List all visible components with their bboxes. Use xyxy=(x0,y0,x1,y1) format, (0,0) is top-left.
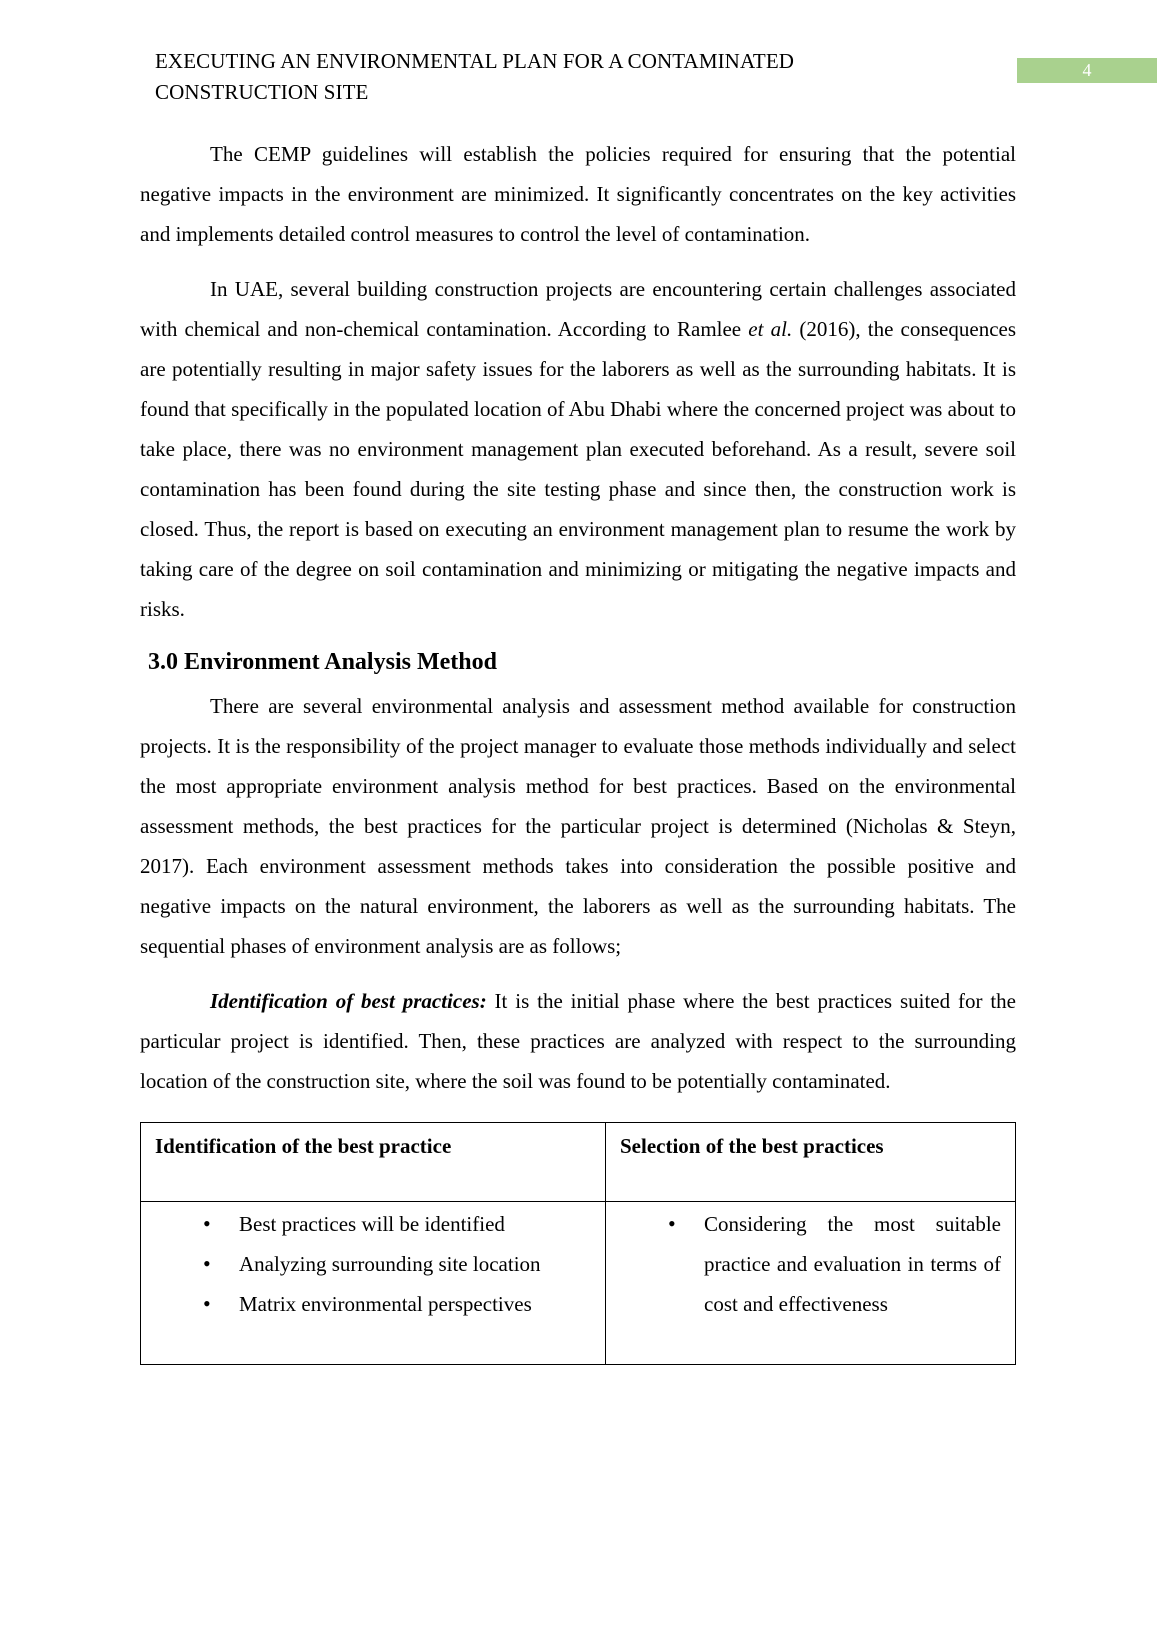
paragraph-identification-text: It is the initial phase where the best practices suited for the particular project is identified. Then, these practices are analyzed with respect to the surrounding location of the construction site, where the soil was found to be potentially contaminated. xyxy=(140,989,1016,1093)
paragraph-uae xyxy=(140,269,1016,629)
paragraph-cemp: The CEMP guidelines will establish the policies required for ensuring that the potential negative impacts in the environment are minimized. It significantly concentrates on the key activities and implements detailed control measures to control the level of contamination. xyxy=(140,142,1016,246)
paragraph-lead-term: Identification of best practices: xyxy=(210,989,487,1013)
selection-list xyxy=(620,1204,1001,1324)
table-header-row xyxy=(141,1123,1016,1202)
running-header-title: EXECUTING AN ENVIRONMENTAL PLAN FOR A CONTAMINATED CONSTRUCTION SITE xyxy=(155,49,795,104)
table-header-selection: Selection of the best practices xyxy=(606,1123,1016,1202)
section-heading: 3.0 Environment Analysis Method xyxy=(148,649,497,675)
paragraph-uae-text-1: In UAE, several building construction projects are encountering certain challenges associated with chemical and non-chemical contamination. According to Ramlee xyxy=(140,277,1016,341)
table-cell-selection xyxy=(606,1202,1016,1365)
page-number-badge: 4 xyxy=(1017,58,1157,83)
paragraph-identification xyxy=(140,981,1016,1101)
paragraph-uae-text-2: (2016), the consequences are potentially resulting in major safety issues for the laborers as well as the surrounding habitats. It is found that specifically in the populated location of Abu Dhabi where the concerned project was about to take place, there was no environment management plan executed beforehand. As a result, severe soil contamination has been found during the site testing phase and since then, the construction work is closed. Thus, the report is based on executing an environment management plan to resume the work by taking care of the degree on soil contamination and minimizing or mitigating the negative impacts and risks. xyxy=(140,317,1017,621)
identification-list xyxy=(155,1204,591,1324)
document-body xyxy=(140,134,1016,1365)
paragraph-analysis-methods: There are several environmental analysis and assessment method available for construction projects. It is the responsibility of the project manager to evaluate those methods individually and select the most appropriate environment analysis method for best practices. Based on the environmental assessment methods, the best practices for the particular project is determined (Nicholas & Steyn, 2017). Each environment assessment methods takes into consideration the possible positive and negative impacts on the natural environment, the laborers as well as the surrounding habitats. The sequential phases of environment analysis are as follows; xyxy=(140,694,1016,958)
best-practice-table xyxy=(140,1122,1016,1365)
list-item: • Considering the most suitable practice and evaluation in terms of cost and effectiveness xyxy=(620,1204,1001,1324)
list-item: • Best practices will be identified xyxy=(155,1204,591,1244)
table-row xyxy=(141,1202,1016,1365)
table-header-identification: Identification of the best practice xyxy=(141,1123,606,1202)
table-cell-identification xyxy=(141,1202,606,1365)
list-item: • Analyzing surrounding site location xyxy=(155,1244,591,1284)
list-item: • Matrix environmental perspectives xyxy=(155,1284,591,1324)
citation-et-al: et al. xyxy=(748,317,793,341)
